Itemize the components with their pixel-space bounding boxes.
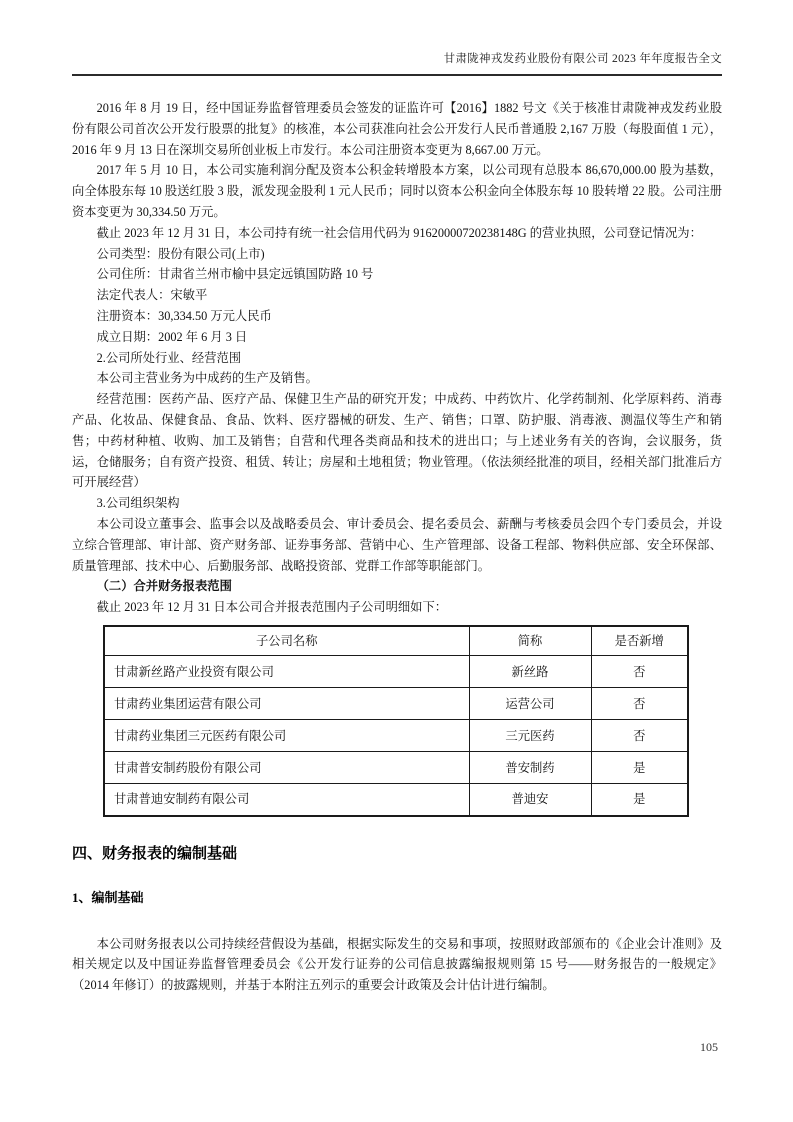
subsidiary-name-cell: 甘肃新丝路产业投资有限公司 bbox=[104, 656, 469, 688]
table-row bbox=[104, 784, 688, 816]
table-row bbox=[104, 720, 688, 752]
company-info-legal-rep: 法定代表人：宋敏平 bbox=[96, 288, 208, 303]
table-row bbox=[104, 752, 688, 784]
subsidiaries-table bbox=[103, 625, 689, 817]
short-name-cell: 新丝路 bbox=[469, 656, 591, 688]
company-info-registered-capital: 注册资本：30,334.50 万元人民币 bbox=[96, 308, 272, 323]
subsection-heading-preparation-basis: 1、编制基础 bbox=[72, 889, 144, 905]
document-body bbox=[72, 98, 722, 996]
table-header-row bbox=[104, 626, 688, 656]
consolidation-scope-intro: 截止 2023 年 12 月 31 日本公司合并报表范围内子公司明细如下： bbox=[96, 600, 448, 615]
table-row bbox=[104, 656, 688, 688]
subsidiary-name-cell: 甘肃药业集团三元医药有限公司 bbox=[104, 720, 469, 752]
short-name-cell: 三元医药 bbox=[469, 720, 591, 752]
subsidiary-name-cell: 甘肃药业集团运营有限公司 bbox=[104, 688, 469, 720]
company-info-address: 公司住所：甘肃省兰州市榆中县定远镇国防路 10 号 bbox=[96, 267, 374, 282]
paragraph-ipo: 2016 年 8 月 19 日，经中国证券监督管理委员会签发的证监许可【2016】1882 号文《关于核准甘肃陇神戎发药业股份有限公司首次公开发行股票的批复》的核准，本公司获准向社会公开发行人民币普通股 2,167 万股（每股面值 1 元），2016 年 9 月 13 日在深圳交易所创业板上市发行。本公司注册资本变更为 8,667.00 万元。 bbox=[72, 101, 722, 157]
subsidiary-name-cell: 甘肃普安制药股份有限公司 bbox=[104, 752, 469, 784]
paragraph-business-license: 截止 2023 年 12 月 31 日，本公司持有统一社会信用代码为 91620000720238148G 的营业执照，公司登记情况为： bbox=[96, 225, 702, 240]
item2-industry-scope-title: 2.公司所处行业、经营范围 bbox=[96, 350, 242, 365]
is-new-cell: 否 bbox=[591, 720, 688, 752]
col-header-short-name: 简称 bbox=[469, 626, 591, 656]
paragraph-capital-increase: 2017 年 5 月 10 日，本公司实施利润分配及资本公积金转增股本方案，以公司现有总股本 86,670,000.00 股为基数，向全体股东每 10 股送红股 3 股，派发现金股利 1 元人民币；同时以资本公积金向全体股东每 10 股转增 22 股。公司注册资本变更为 30,334.50 万元。 bbox=[72, 163, 722, 219]
table-row bbox=[104, 688, 688, 720]
short-name-cell: 普安制药 bbox=[469, 752, 591, 784]
short-name-cell: 普迪安 bbox=[469, 784, 591, 816]
page-number: 105 bbox=[700, 1040, 718, 1054]
is-new-cell: 是 bbox=[591, 752, 688, 784]
subsidiary-name-cell: 甘肃普迪安制药有限公司 bbox=[104, 784, 469, 816]
company-info-founded-date: 成立日期：2002 年 6 月 3 日 bbox=[96, 329, 248, 344]
org-structure-paragraph: 本公司设立董事会、监事会以及战略委员会、审计委员会、提名委员会、薪酬与考核委员会四个专门委员会，并设立综合管理部、审计部、资产财务部、证券事务部、营销中心、生产管理部、设备工程部、物料供应部、安全环保部、质量管理部、技术中心、后勤服务部、战略投资部、党群工作部等职能部门。 bbox=[72, 516, 722, 573]
col-header-is-new: 是否新增 bbox=[591, 626, 688, 656]
item3-org-structure-title: 3.公司组织架构 bbox=[96, 496, 180, 511]
preparation-basis-paragraph: 本公司财务报表以公司持续经营假设为基础，根据实际发生的交易和事项，按照财政部颁布的《企业会计准则》及相关规定以及中国证券监督管理委员会《公开发行证券的公司信息披露编报规则第 15 号——财务报告的一般规定》（2014 年修订）的披露规则，并基于本附注五列示的重要会计政策及会计估计进行编制。 bbox=[72, 936, 722, 993]
is-new-cell: 是 bbox=[591, 784, 688, 816]
is-new-cell: 否 bbox=[591, 656, 688, 688]
section-heading-financial-basis: 四、财务报表的编制基础 bbox=[72, 845, 238, 862]
col-header-subsidiary-name: 子公司名称 bbox=[104, 626, 469, 656]
business-scope-paragraph: 经营范围：医药产品、医疗产品、保健卫生产品的研究开发；中成药、中药饮片、化学药制剂、化学原料药、消毒产品、化妆品、保健食品、食品、饮料、医疗器械的研发、生产、销售；口罩、防护服、消毒液、测温仪等生产和销售；中药材种植、收购、加工及销售；自营和代理各类商品和技术的进出口；与上述业务有关的咨询，会议服务，货运，仓储服务；自有资产投资、租赁、转让；房屋和土地租赁；物业管理。（依法须经批准的项目，经相关部门批准后方可开展经营） bbox=[72, 392, 722, 490]
short-name-cell: 运营公司 bbox=[469, 688, 591, 720]
header-rule bbox=[72, 74, 722, 76]
company-info-type: 公司类型：股份有限公司(上市) bbox=[96, 246, 265, 261]
page-header-title: 甘肃陇神戎发药业股份有限公司 2023 年年度报告全文 bbox=[443, 53, 722, 65]
is-new-cell: 否 bbox=[591, 688, 688, 720]
main-business-line: 本公司主营业务为中成药的生产及销售。 bbox=[96, 371, 318, 386]
consolidation-scope-title: （二）合并财务报表范围 bbox=[96, 579, 232, 594]
